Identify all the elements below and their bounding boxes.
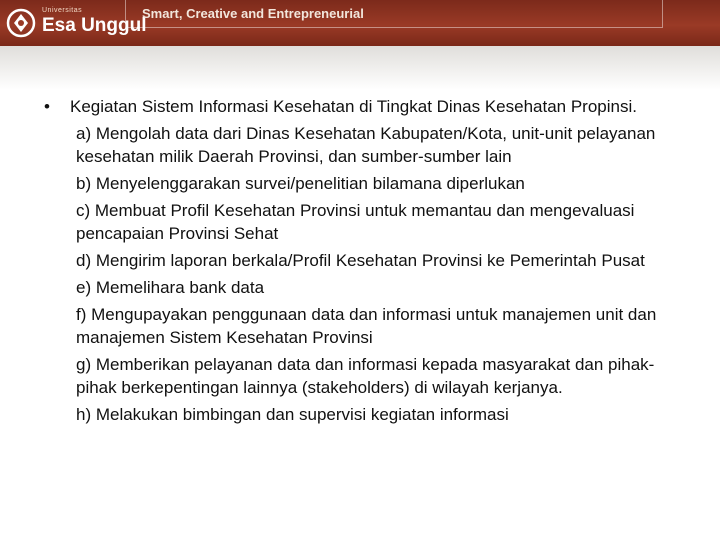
header-banner (0, 0, 720, 46)
bullet-marker: • (44, 97, 50, 116)
list-item: c) Membuat Profil Kesehatan Provinsi untuk memantau dan mengevaluasi pencapaian Provinsi Sehat (76, 201, 635, 243)
bullet-heading: Kegiatan Sistem Informasi Kesehatan di Tingkat Dinas Kesehatan Propinsi. (70, 97, 637, 116)
logo-emblem-icon (6, 8, 36, 38)
logo-caption: Universitas (42, 7, 83, 14)
header-tagline: Smart, Creative and Entrepreneurial (142, 6, 364, 21)
slide-content (44, 95, 684, 430)
list-item: g) Memberikan pelayanan data dan informasi kepada masyarakat dan pihak-pihak berkepentingan lainnya (stakeholders) di wilayah kerjanya. (76, 355, 655, 397)
list-item: a) Mengolah data dari Dinas Kesehatan Kabupaten/Kota, unit-unit pelayanan kesehatan milik Daerah Provinsi, dan sumber-sumber lain (76, 124, 656, 166)
list-item: f) Mengupayakan penggunaan data dan informasi untuk manajemen unit dan manajemen Sistem Kesehatan Provinsi (76, 305, 657, 347)
university-logo (6, 5, 147, 41)
bullet-point (44, 95, 684, 118)
list-item: b) Menyelenggarakan survei/penelitian bilamana diperlukan (76, 174, 525, 193)
activity-list (76, 122, 684, 426)
header-gradient-band (0, 46, 720, 90)
list-item: h) Melakukan bimbingan dan supervisi kegiatan informasi (76, 405, 509, 424)
list-item: e) Memelihara bank data (76, 278, 265, 297)
logo-name: Esa Unggul (42, 15, 147, 36)
list-item: d) Mengirim laporan berkala/Profil Kesehatan Provinsi ke Pemerintah Pusat (76, 251, 645, 270)
